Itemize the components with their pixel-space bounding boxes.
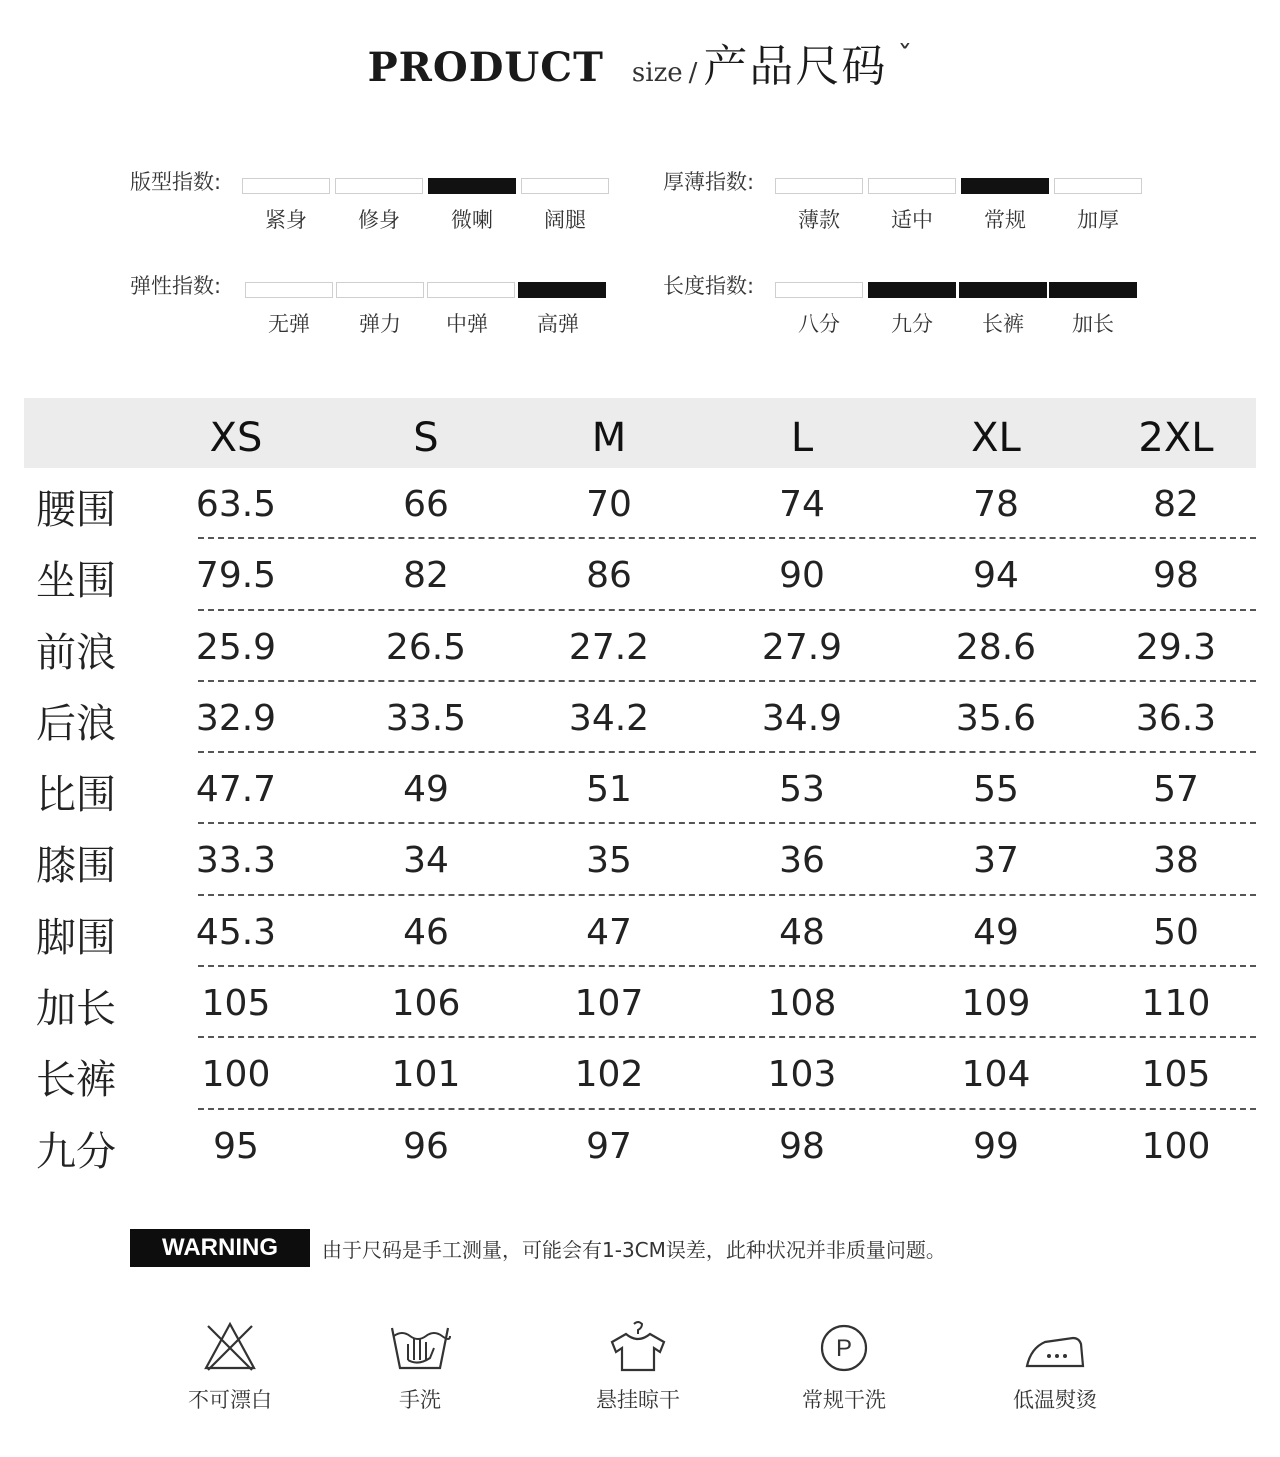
table-row (24, 611, 1256, 682)
index-segment (245, 282, 333, 298)
index-option: 长裤 (982, 312, 1024, 336)
table-cell: 34 (403, 840, 449, 882)
table-body (24, 468, 1256, 1181)
care-low-iron (985, 1318, 1125, 1414)
care-no-bleach (160, 1318, 300, 1414)
table-cell: 108 (767, 983, 837, 1025)
table-cell: 106 (391, 983, 461, 1025)
index-option: 适中 (891, 208, 933, 232)
table-cell: 33.5 (385, 697, 467, 739)
elasticity-index (130, 270, 620, 340)
table-cell: 99 (973, 1125, 1019, 1167)
table-row (24, 468, 1256, 539)
table-row (24, 896, 1256, 967)
row-label: 九分 (36, 1128, 116, 1175)
care-hand-wash (350, 1318, 490, 1414)
thickness-index (663, 166, 1153, 236)
index-label: 版型指数: (130, 170, 222, 194)
index-label: 长度指数: (663, 274, 755, 298)
table-row (24, 1110, 1256, 1181)
index-segment (518, 282, 606, 298)
table-cell: 49 (403, 769, 449, 811)
care-hang-dry (568, 1318, 708, 1414)
table-cell: 98 (779, 1125, 825, 1167)
table-cell: 26.5 (385, 626, 467, 668)
low-iron-icon (1023, 1318, 1087, 1374)
table-cell: 102 (574, 1054, 644, 1096)
index-option: 无弹 (268, 312, 310, 336)
table-cell: 51 (586, 769, 632, 811)
table-cell: 48 (779, 911, 825, 953)
table-cell: 47.7 (195, 769, 277, 811)
row-label: 长裤 (36, 1057, 116, 1104)
column-header: 2XL (1138, 415, 1214, 461)
table-row (24, 1038, 1256, 1109)
table-cell: 46 (403, 911, 449, 953)
table-cell: 66 (403, 484, 449, 525)
table-cell: 36.3 (1135, 697, 1217, 739)
index-option: 阔腿 (544, 208, 586, 232)
table-cell: 78 (973, 484, 1019, 525)
table-cell: 101 (391, 1054, 461, 1096)
care-label: 手洗 (399, 1388, 441, 1412)
index-option: 加厚 (1077, 208, 1119, 232)
table-cell: 74 (779, 484, 825, 525)
row-label: 膝围 (36, 843, 116, 890)
row-label: 加长 (36, 986, 116, 1033)
index-segment (868, 282, 956, 298)
row-label: 后浪 (36, 700, 116, 747)
table-cell: 109 (961, 983, 1031, 1025)
column-header: XL (971, 415, 1021, 461)
row-label: 腰围 (36, 487, 116, 533)
table-cell: 70 (586, 484, 632, 525)
hang-dry-icon (608, 1318, 668, 1374)
index-option: 加长 (1072, 312, 1114, 336)
index-segment (428, 178, 516, 194)
table-cell: 95 (213, 1125, 259, 1167)
table-cell: 79.5 (195, 555, 277, 597)
table-cell: 34.9 (761, 697, 843, 739)
table-cell: 98 (1153, 555, 1199, 597)
column-header: XS (209, 415, 263, 461)
size-table (24, 398, 1256, 1181)
table-header (24, 398, 1256, 468)
table-cell: 38 (1153, 840, 1199, 882)
table-cell: 57 (1153, 769, 1199, 811)
index-option: 紧身 (265, 208, 307, 232)
table-cell: 35.6 (955, 697, 1037, 739)
table-cell: 29.3 (1135, 626, 1217, 668)
index-option: 中弹 (446, 312, 488, 336)
index-option: 微喇 (451, 208, 493, 232)
table-cell: 34.2 (568, 697, 650, 739)
index-segment (242, 178, 330, 194)
table-cell: 82 (403, 555, 449, 597)
column-header: S (413, 415, 439, 461)
header-product: PRODUCT (367, 44, 604, 91)
row-label: 比围 (36, 772, 116, 819)
table-cell: 100 (201, 1054, 271, 1096)
table-cell: 97 (586, 1125, 632, 1167)
fit-index (130, 166, 620, 236)
page-header (0, 30, 1280, 100)
index-option: 高弹 (537, 312, 579, 336)
table-cell: 50 (1153, 911, 1199, 953)
table-cell: 28.6 (955, 626, 1037, 668)
caret-icon: ˇ (897, 40, 913, 75)
index-option: 常规 (984, 208, 1026, 232)
table-cell: 110 (1141, 983, 1211, 1025)
table-row (24, 753, 1256, 824)
page-title: 产品尺码 (703, 41, 888, 92)
table-cell: 90 (779, 555, 825, 597)
care-label: 常规干洗 (802, 1388, 886, 1412)
care-label: 悬挂晾干 (596, 1388, 680, 1412)
table-cell: 86 (586, 555, 632, 597)
warning-banner (130, 1229, 946, 1267)
table-cell: 27.9 (761, 626, 843, 668)
index-option: 九分 (891, 312, 933, 336)
index-option: 修身 (358, 208, 400, 232)
care-label: 不可漂白 (188, 1388, 272, 1412)
index-label: 厚薄指数: (663, 170, 755, 194)
table-cell: 105 (201, 983, 271, 1025)
warning-text: 由于尺码是手工测量，可能会有1-3CM误差，此种状况并非质量问题。 (322, 1237, 946, 1262)
table-cell: 47 (586, 911, 632, 953)
table-cell: 82 (1153, 484, 1199, 525)
index-segment (1054, 178, 1142, 194)
table-cell: 27.2 (568, 626, 650, 668)
table-cell: 63.5 (195, 484, 277, 525)
svg-text:P: P (835, 1335, 853, 1362)
table-row (24, 539, 1256, 610)
table-cell: 49 (973, 911, 1019, 953)
table-cell: 25.9 (195, 626, 277, 668)
row-label: 脚围 (36, 914, 116, 961)
index-segment (427, 282, 515, 298)
column-header: M (591, 415, 627, 461)
header-size: size (631, 58, 683, 88)
column-header: L (790, 415, 814, 461)
index-segment (868, 178, 956, 194)
table-cell: 107 (574, 983, 644, 1025)
index-segment (336, 282, 424, 298)
index-segment (961, 178, 1049, 194)
table-cell: 53 (779, 769, 825, 811)
table-cell: 35 (586, 840, 632, 882)
care-label: 低温熨烫 (1013, 1388, 1097, 1412)
table-cell: 36 (779, 840, 825, 882)
header-slash: / (688, 58, 698, 88)
row-label: 坐围 (36, 558, 116, 605)
table-cell: 105 (1141, 1054, 1211, 1096)
table-cell: 94 (973, 555, 1019, 597)
table-cell: 104 (961, 1054, 1031, 1096)
warning-badge: WARNING (130, 1229, 310, 1267)
length-index (663, 270, 1153, 340)
table-row (24, 824, 1256, 895)
table-cell: 103 (767, 1054, 837, 1096)
row-label: 前浪 (36, 629, 116, 676)
index-segment (1049, 282, 1137, 298)
hand-wash-icon (388, 1318, 452, 1374)
table-cell: 55 (973, 769, 1019, 811)
index-label: 弹性指数: (130, 274, 222, 298)
table-cell: 100 (1141, 1125, 1211, 1167)
table-row (24, 967, 1256, 1038)
table-row (24, 682, 1256, 753)
index-segment (775, 178, 863, 194)
table-cell: 32.9 (195, 697, 277, 739)
table-cell: 45.3 (195, 911, 277, 953)
dry-clean-icon (814, 1318, 874, 1374)
index-segment (775, 282, 863, 298)
table-cell: 96 (403, 1125, 449, 1167)
table-cell: 33.3 (195, 840, 277, 882)
index-segment (335, 178, 423, 194)
index-segment (521, 178, 609, 194)
index-option: 弹力 (359, 312, 401, 336)
index-option: 薄款 (798, 208, 840, 232)
index-option: 八分 (798, 312, 840, 336)
no-bleach-icon (200, 1318, 260, 1374)
table-cell: 37 (973, 840, 1019, 882)
index-segment (959, 282, 1047, 298)
care-dry-clean (774, 1318, 914, 1414)
